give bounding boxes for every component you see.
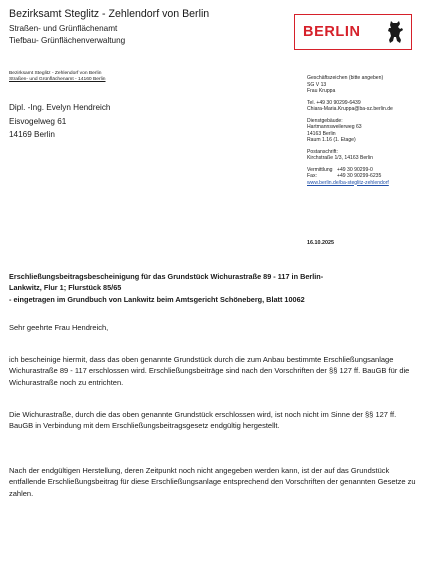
paragraph-3: Nach der endgültigen Herstellung, deren Zeitpunkt noch nicht angegeben werden kann, ist der auf das Grundstück entfallende Erschließungsbeitrag für diese Erschließungsanlage entsprechend den Vorschriften der genannten Gesetze zu zahlen. [9, 466, 416, 498]
switchboard-value: +49 30 90299-0 [337, 166, 373, 173]
building-room: Raum 1.16 (1. Etage) [307, 137, 356, 143]
building-street: Hartmannsweilerweg 63 [307, 124, 362, 130]
department-name: Tiefbau- Grünflächenverwaltung [9, 36, 126, 45]
recipient-street: Eisvogelweg 61 [9, 116, 67, 126]
paragraph-1: ich bescheinige hiermit, dass das oben genannte Grundstück durch die zum Anbau bestimmte Erschließungsanlage Wichurastraße 89 - 117 erschlossen wird. Erschließungsbeiträge sind nach den Vorschriften der §§ 127 ff. BauGB für die Wichurastraße noch zu entrichten. [9, 355, 410, 387]
subject-line-1: Erschließungsbeitragsbescheinigung für das Grundstück Wichurastraße 89 - 117 in Berlin- [9, 272, 324, 281]
sender-line-2: Straßen- und Grünflächenamt - 14160 Berlin [9, 77, 106, 83]
contact-email[interactable]: Chiara-Maria.Kruppa@ba-sz.berlin.de [307, 106, 393, 112]
subject-block [9, 271, 417, 305]
paragraph-2: Die Wichurastraße, durch die das oben genannte Grundstück erschlossen wird, ist noch nicht im Sinne der §§ 127 ff. BauGB in Verbindung mit dem Erschließungsbeitragsgesetz endgültig hergestellt. [9, 410, 397, 431]
building-city: 14163 Berlin [307, 130, 336, 137]
letter-date: 16.10.2025 [307, 240, 334, 246]
sender-return-line [9, 71, 106, 83]
fax-value: +49 30 90299-6235 [337, 173, 382, 179]
berlin-bear-icon [385, 19, 405, 45]
berlin-logo [294, 14, 412, 50]
recipient-city: 14169 Berlin [9, 130, 55, 139]
postal-value: Kirchstraße 1/3, 14163 Berlin [307, 155, 373, 161]
contact-phone: Tel. +49 30 90299-6439 [307, 99, 361, 106]
sender-line-1: Bezirksamt Steglitz - Zehlendorf von Berlin [9, 71, 102, 76]
building-label: Dienstgebäude: [307, 117, 343, 124]
switchboard-label: Vermittlung [307, 166, 333, 173]
subject-line-2: Lankwitz, Flur 1; Flurstück 85/65 [9, 283, 122, 293]
subject-line-3: - eingetragen im Grundbuch von Lankwitz beim Amtsgericht Schöneberg, Blatt 10062 [9, 294, 305, 304]
fax-label: Fax: [307, 173, 317, 179]
recipient-address [9, 101, 110, 142]
website-link[interactable]: www.berlin.de/ba-steglitz-zehlendorf [307, 179, 389, 186]
ref-label: Geschäftszeichen (bitte angeben) [307, 75, 384, 81]
fax-row [307, 173, 393, 180]
salutation: Sehr geehrte Frau Hendreich, [9, 323, 109, 332]
office-name: Straßen- und Grünflächenamt [9, 24, 118, 33]
recipient-name: Dipl. -Ing. Evelyn Hendreich [9, 103, 111, 112]
contact-name: Frau Kruppa [307, 88, 336, 94]
ref-value: SG V 13 [307, 81, 327, 88]
info-block [307, 75, 393, 186]
logo-text: BERLIN [303, 24, 361, 40]
postal-label: Postanschrift: [307, 148, 338, 155]
authority-name: Bezirksamt Steglitz - Zehlendorf von Berlin [9, 8, 210, 20]
